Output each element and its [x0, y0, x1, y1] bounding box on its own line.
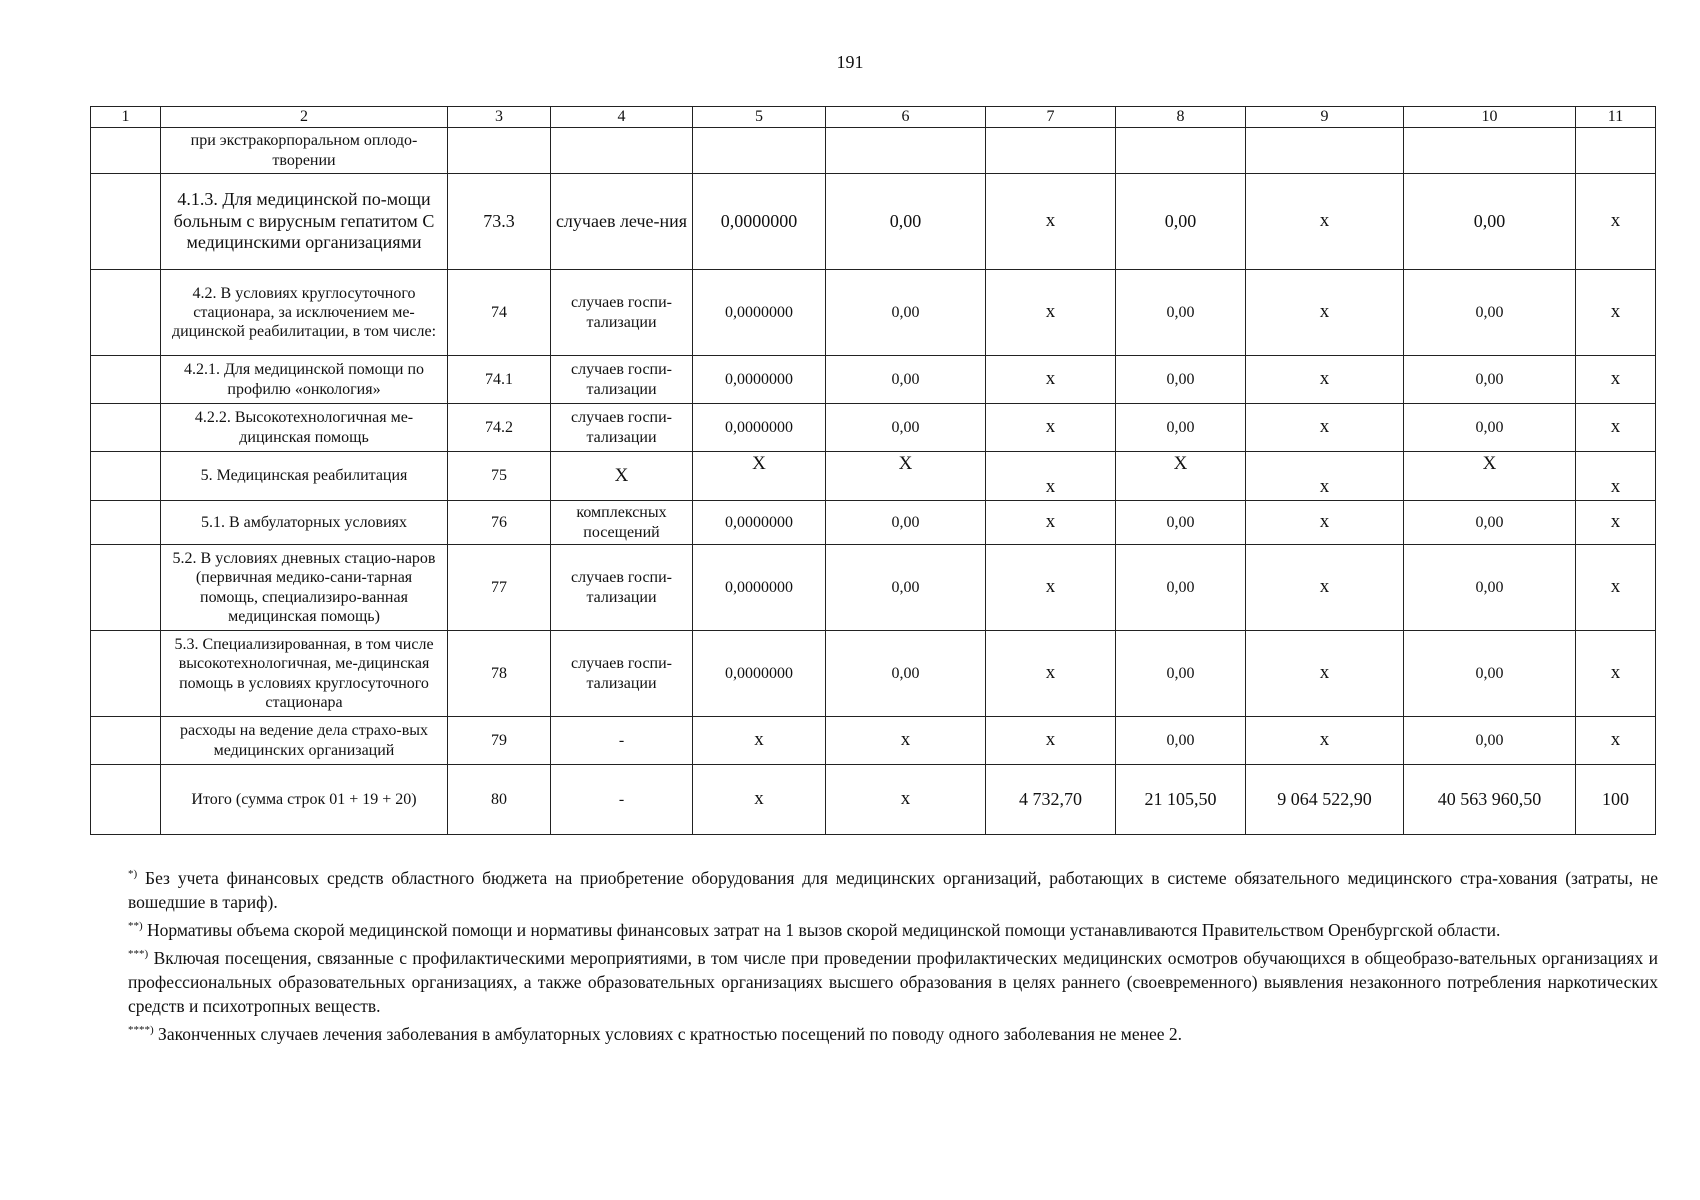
footnote-text: Нормативы объема скорой медицинской помощи и нормативы финансовых затрат на 1 вызов скорой медицинской помощи устанавливаются Правительством Оренбургской области. [142, 920, 1501, 940]
col11-cell: х [1576, 404, 1656, 452]
col7-cell: х [986, 270, 1116, 356]
col6-cell: 0,00 [826, 545, 986, 631]
col11-cell: х [1576, 270, 1656, 356]
col10-cell: 0,00 [1404, 717, 1576, 765]
row-name-cell: Итого (сумма строк 01 + 19 + 20) [161, 765, 448, 835]
col8-cell: 0,00 [1116, 270, 1246, 356]
col8-cell [1116, 128, 1246, 174]
col11-cell: 100 [1576, 765, 1656, 835]
col8-cell: 21 105,50 [1116, 765, 1246, 835]
table-row [91, 270, 1656, 356]
footnote [128, 918, 1658, 942]
col8-cell: 0,00 [1116, 174, 1246, 270]
col10-cell [1404, 128, 1576, 174]
col10-cell: 40 563 960,50 [1404, 765, 1576, 835]
row-name-cell: 4.2. В условиях круглосуточного стационара, за исключением ме-дицинской реабилитации, в том числе: [161, 270, 448, 356]
col7-cell: х [986, 717, 1116, 765]
table-row [91, 545, 1656, 631]
financial-norms-table [90, 106, 1656, 835]
row-number-cell: 80 [448, 765, 551, 835]
row-unit-cell: комплексных посещений [551, 501, 693, 545]
col5-cell: 0,0000000 [693, 501, 826, 545]
col7-cell: х [986, 501, 1116, 545]
col9-cell: х [1246, 452, 1404, 501]
footnotes [128, 866, 1658, 1050]
footnote-text: Без учета финансовых средств областного бюджета на приобретение оборудования для медицинских организаций, работающих в системе обязательного медицинского стра-хования (затраты, не вошедшие в тариф). [128, 868, 1658, 912]
col10-cell: 0,00 [1404, 404, 1576, 452]
row-unit-cell: случаев госпи-тализации [551, 545, 693, 631]
column-header: 2 [161, 107, 448, 128]
footnote-text: Включая посещения, связанные с профилактическими мероприятиями, в том числе при проведении профилактических медицинских осмотров обучающихся в общеобразо-вательных организациях и профессиональных образовательных организациях, а также образовательных организациях высшего образования в целях раннего (своевременного) выявления незаконного потребления наркотических средств и психотропных веществ. [128, 948, 1658, 1016]
col9-cell: 9 064 522,90 [1246, 765, 1404, 835]
col11-cell [1576, 128, 1656, 174]
col5-cell [693, 128, 826, 174]
col11-cell: х [1576, 174, 1656, 270]
col10-cell: 0,00 [1404, 270, 1576, 356]
column-header: 11 [1576, 107, 1656, 128]
col8-cell: Х [1116, 452, 1246, 501]
col8-cell: 0,00 [1116, 545, 1246, 631]
col11-cell: х [1576, 356, 1656, 404]
row-unit-cell: - [551, 765, 693, 835]
col10-cell: Х [1404, 452, 1576, 501]
column-header: 1 [91, 107, 161, 128]
col6-cell: 0,00 [826, 270, 986, 356]
col11-cell: х [1576, 501, 1656, 545]
column-header: 6 [826, 107, 986, 128]
col6-cell [826, 128, 986, 174]
table-row [91, 501, 1656, 545]
row-name-cell: при экстракорпоральном оплодо-творении [161, 128, 448, 174]
col10-cell: 0,00 [1404, 356, 1576, 404]
col8-cell: 0,00 [1116, 404, 1246, 452]
row-unit-cell: случаев лече-ния [551, 174, 693, 270]
table-row [91, 631, 1656, 717]
row-number-cell: 74 [448, 270, 551, 356]
table-row [91, 452, 1656, 501]
row-number-cell: 73.3 [448, 174, 551, 270]
row-number-cell: 75 [448, 452, 551, 501]
col9-cell: х [1246, 174, 1404, 270]
col7-cell: х [986, 452, 1116, 501]
row-unit-cell [551, 128, 693, 174]
footnote [128, 1022, 1658, 1046]
col8-cell: 0,00 [1116, 356, 1246, 404]
col9-cell: х [1246, 404, 1404, 452]
page-number: 191 [836, 52, 864, 72]
row-unit-cell: случаев госпи-тализации [551, 356, 693, 404]
row-name-cell: 5.2. В условиях дневных стацио-наров (первичная медико-сани-тарная помощь, специализиро-ванная медицинская помощь) [161, 545, 448, 631]
col7-cell: 4 732,70 [986, 765, 1116, 835]
column-header: 8 [1116, 107, 1246, 128]
col7-cell: х [986, 404, 1116, 452]
col10-cell: 0,00 [1404, 174, 1576, 270]
column-header: 3 [448, 107, 551, 128]
col6-cell: 0,00 [826, 501, 986, 545]
col5-cell: 0,0000000 [693, 404, 826, 452]
col6-cell: 0,00 [826, 404, 986, 452]
footnote-mark: **) [128, 920, 143, 932]
row-col1-cell [91, 501, 161, 545]
row-col1-cell [91, 545, 161, 631]
row-unit-cell: Х [551, 452, 693, 501]
table-row [91, 404, 1656, 452]
column-number-header-row [91, 107, 1656, 128]
col5-cell: 0,0000000 [693, 174, 826, 270]
col8-cell: 0,00 [1116, 717, 1246, 765]
row-number-cell: 78 [448, 631, 551, 717]
footnote [128, 866, 1658, 914]
col9-cell: х [1246, 501, 1404, 545]
col9-cell: х [1246, 717, 1404, 765]
col10-cell: 0,00 [1404, 545, 1576, 631]
row-col1-cell [91, 128, 161, 174]
col10-cell: 0,00 [1404, 501, 1576, 545]
row-name-cell: 5. Медицинская реабилитация [161, 452, 448, 501]
col5-cell: х [693, 717, 826, 765]
col9-cell [1246, 128, 1404, 174]
column-header: 5 [693, 107, 826, 128]
col6-cell: Х [826, 452, 986, 501]
table-row [91, 128, 1656, 174]
row-col1-cell [91, 765, 161, 835]
table-row [91, 717, 1656, 765]
row-number-cell: 76 [448, 501, 551, 545]
col5-cell: 0,0000000 [693, 356, 826, 404]
row-col1-cell [91, 356, 161, 404]
row-col1-cell [91, 404, 161, 452]
col5-cell: х [693, 765, 826, 835]
table-row-total [91, 765, 1656, 835]
col6-cell: 0,00 [826, 356, 986, 404]
col7-cell: х [986, 631, 1116, 717]
row-col1-cell [91, 452, 161, 501]
row-col1-cell [91, 270, 161, 356]
col7-cell: х [986, 545, 1116, 631]
col5-cell: Х [693, 452, 826, 501]
col11-cell: х [1576, 631, 1656, 717]
col6-cell: 0,00 [826, 631, 986, 717]
row-number-cell: 79 [448, 717, 551, 765]
row-unit-cell: случаев госпи-тализации [551, 404, 693, 452]
col6-cell: 0,00 [826, 174, 986, 270]
column-header: 9 [1246, 107, 1404, 128]
footnote [128, 946, 1658, 1018]
col8-cell: 0,00 [1116, 631, 1246, 717]
row-number-cell: 74.1 [448, 356, 551, 404]
col9-cell: х [1246, 545, 1404, 631]
col10-cell: 0,00 [1404, 631, 1576, 717]
table-row [91, 356, 1656, 404]
col5-cell: 0,0000000 [693, 545, 826, 631]
row-name-cell: 4.1.3. Для медицинской по-мощи больным с вирусным гепатитом С медицинскими организациями [161, 174, 448, 270]
row-col1-cell [91, 631, 161, 717]
col11-cell: х [1576, 717, 1656, 765]
row-col1-cell [91, 717, 161, 765]
col7-cell [986, 128, 1116, 174]
table-row [91, 174, 1656, 270]
col8-cell: 0,00 [1116, 501, 1246, 545]
footnote-mark: *) [128, 868, 138, 880]
row-col1-cell [91, 174, 161, 270]
col6-cell: х [826, 717, 986, 765]
col9-cell: х [1246, 631, 1404, 717]
col5-cell: 0,0000000 [693, 270, 826, 356]
col11-cell: х [1576, 452, 1656, 501]
row-name-cell: расходы на ведение дела страхо-вых медицинских организаций [161, 717, 448, 765]
col6-cell: х [826, 765, 986, 835]
row-name-cell: 4.2.2. Высокотехнологичная ме-дицинская помощь [161, 404, 448, 452]
row-name-cell: 5.3. Специализированная, в том числе высокотехнологичная, ме-дицинская помощь в условиях круглосуточного стационара [161, 631, 448, 717]
row-name-cell: 4.2.1. Для медицинской помощи по профилю «онкология» [161, 356, 448, 404]
footnote-mark: ****) [128, 1024, 154, 1036]
col9-cell: х [1246, 356, 1404, 404]
col7-cell: х [986, 356, 1116, 404]
row-number-cell [448, 128, 551, 174]
row-unit-cell: случаев госпи-тализации [551, 631, 693, 717]
row-number-cell: 74.2 [448, 404, 551, 452]
col9-cell: х [1246, 270, 1404, 356]
col11-cell: х [1576, 545, 1656, 631]
column-header: 7 [986, 107, 1116, 128]
row-number-cell: 77 [448, 545, 551, 631]
row-unit-cell: случаев госпи-тализации [551, 270, 693, 356]
footnote-text: Законченных случаев лечения заболевания в амбулаторных условиях с кратностью посещений по поводу одного заболевания не менее 2. [153, 1024, 1183, 1044]
row-unit-cell: - [551, 717, 693, 765]
footnote-mark: ***) [128, 948, 149, 960]
column-header: 4 [551, 107, 693, 128]
row-name-cell: 5.1. В амбулаторных условиях [161, 501, 448, 545]
column-header: 10 [1404, 107, 1576, 128]
col5-cell: 0,0000000 [693, 631, 826, 717]
col7-cell: х [986, 174, 1116, 270]
